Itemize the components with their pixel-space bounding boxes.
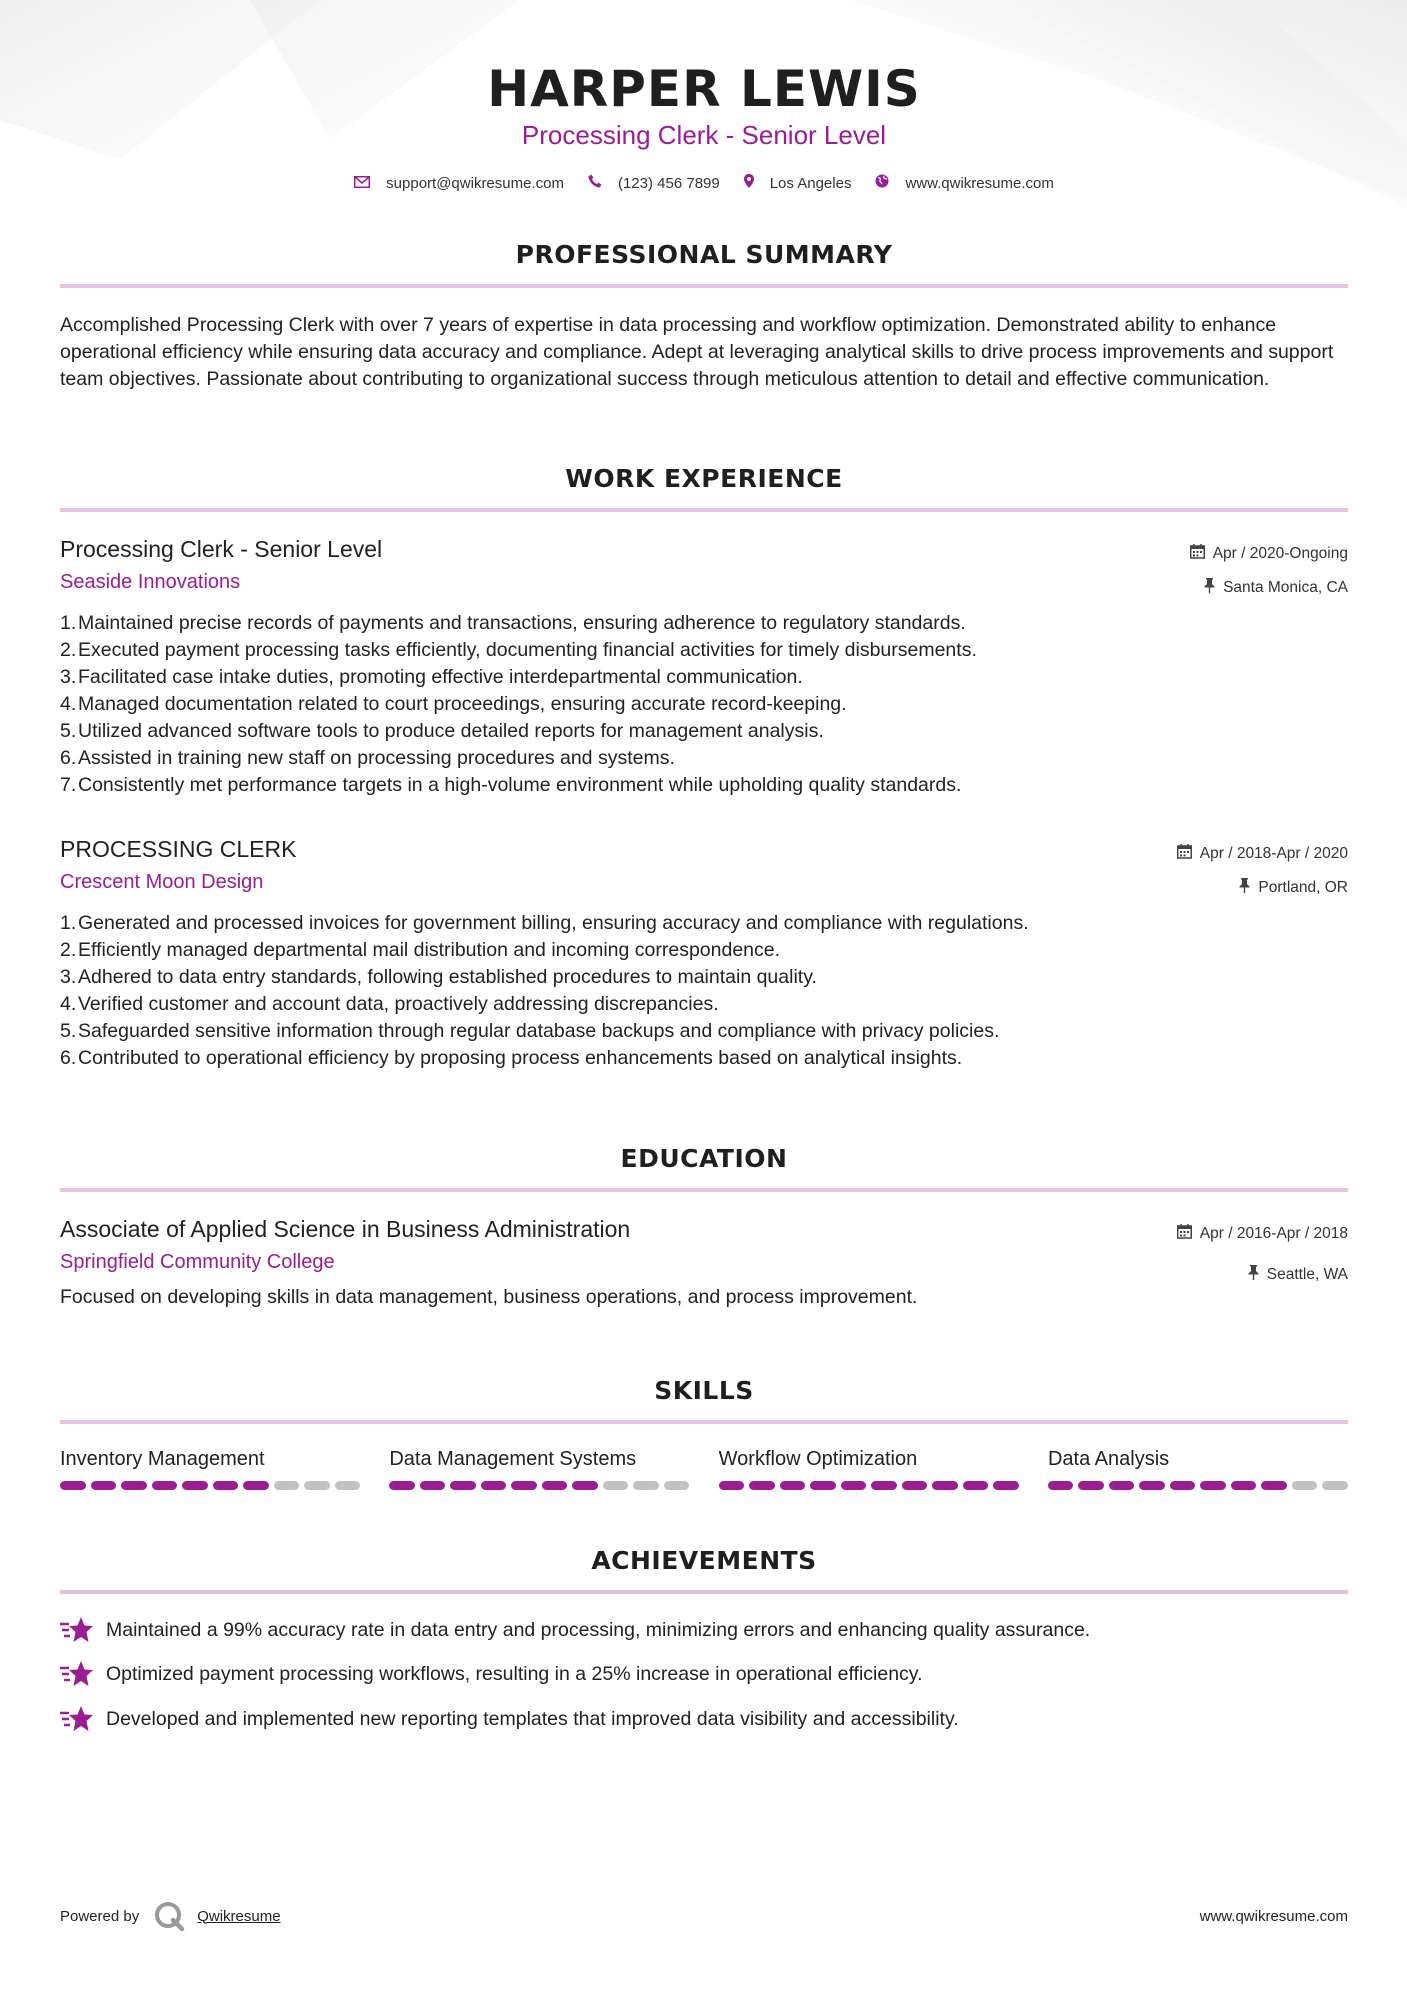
skill-dot-filled bbox=[121, 1481, 147, 1490]
list-item: 2. Executed payment processing tasks efficiently, documenting financial activities for timely disbursements. bbox=[60, 639, 977, 661]
skill-dot-filled bbox=[572, 1481, 598, 1490]
achievement-text: Developed and implemented new reporting templates that improved data visibility and accessibility. bbox=[106, 1707, 959, 1730]
skill-level-meter bbox=[1048, 1481, 1348, 1490]
job-dates: Apr / 2018-Apr / 2020 bbox=[1199, 844, 1348, 862]
pushpin-icon bbox=[1248, 1265, 1259, 1284]
skill-dot-filled bbox=[719, 1481, 745, 1490]
list-item: 6. Assisted in training new staff on processing procedures and systems. bbox=[60, 747, 675, 769]
job-entry bbox=[60, 536, 1348, 799]
skills-divider bbox=[60, 1420, 1348, 1424]
skill-dot-filled bbox=[932, 1481, 958, 1490]
skill-dot-filled bbox=[511, 1481, 537, 1490]
job-bullets bbox=[60, 910, 1348, 1072]
skill-dot-filled bbox=[1139, 1481, 1165, 1490]
job-meta bbox=[1190, 544, 1348, 612]
skill-dot-filled bbox=[1170, 1481, 1196, 1490]
achievements-heading: ACHIEVEMENTS bbox=[591, 1546, 817, 1575]
skill-dot-filled bbox=[60, 1481, 86, 1490]
skill-dot-filled bbox=[91, 1481, 117, 1490]
star-icon bbox=[60, 1660, 94, 1688]
education-heading: EDUCATION bbox=[620, 1144, 788, 1173]
achievement-text: Optimized payment processing workflows, resulting in a 25% increase in operational efficiency. bbox=[106, 1662, 923, 1685]
qwikresume-link[interactable]: Qwikresume bbox=[197, 1907, 281, 1925]
skills-heading: SKILLS bbox=[654, 1376, 754, 1405]
footer-website[interactable]: www.qwikresume.com bbox=[1199, 1907, 1348, 1925]
education-description: Focused on developing skills in data management, business operations, and process improvement. bbox=[60, 1286, 918, 1308]
globe-icon bbox=[875, 174, 889, 192]
list-item: 1. Maintained precise records of payments and transactions, ensuring adherence to regulatory standards. bbox=[60, 612, 966, 634]
education-dates: Apr / 2016-Apr / 2018 bbox=[1199, 1224, 1348, 1242]
experience-heading: WORK EXPERIENCE bbox=[565, 464, 843, 493]
map-pin-icon bbox=[744, 174, 754, 192]
star-icon bbox=[60, 1616, 94, 1644]
summary-text: Accomplished Processing Clerk with over 7 years of expertise in data processing and workflow optimization. Demonstrated ability to enhance operational efficiency while ensuring data accuracy and compliance. Adept at leveraging analytical skills to drive process improvements and support team objectives. Passionate about contributing to organizational success through meticulous attention to detail and effective communication. bbox=[60, 314, 1334, 390]
skill-dot-filled bbox=[1048, 1481, 1074, 1490]
skill-dot-empty bbox=[304, 1481, 330, 1490]
achievement-item bbox=[60, 1660, 1348, 1688]
contact-website[interactable] bbox=[875, 174, 1053, 192]
education-entry bbox=[60, 1216, 1348, 1309]
powered-by-label: Powered by bbox=[60, 1907, 140, 1925]
skill-dot-filled bbox=[1200, 1481, 1226, 1490]
job-title: PROCESSING CLERK bbox=[60, 836, 297, 862]
contact-phone[interactable] bbox=[588, 174, 720, 192]
list-item: 3. Adhered to data entry standards, following established procedures to maintain quality. bbox=[60, 966, 817, 988]
education-meta bbox=[1177, 1224, 1348, 1299]
skill-dot-filled bbox=[902, 1481, 928, 1490]
list-item: 2. Efficiently managed departmental mail distribution and incoming correspondence. bbox=[60, 939, 781, 961]
footer bbox=[60, 1900, 1348, 1932]
contact-website-text: www.qwikresume.com bbox=[905, 174, 1054, 192]
achievement-item bbox=[60, 1705, 1348, 1733]
skill-level-meter bbox=[389, 1481, 689, 1490]
skill-item bbox=[1048, 1448, 1348, 1490]
achievements-divider bbox=[60, 1590, 1348, 1594]
education-location: Seattle, WA bbox=[1266, 1265, 1348, 1283]
list-item: 1. Generated and processed invoices for government billing, ensuring accuracy and compliance with regulations. bbox=[60, 912, 1029, 934]
skill-dot-filled bbox=[1231, 1481, 1257, 1490]
skill-dot-empty bbox=[664, 1481, 690, 1490]
star-icon bbox=[60, 1705, 94, 1733]
skill-dot-filled bbox=[182, 1481, 208, 1490]
job-meta bbox=[1177, 844, 1348, 912]
list-item: 6. Contributed to operational efficiency by proposing process enhancements based on analytical insights. bbox=[60, 1047, 963, 1069]
job-dates: Apr / 2020-Ongoing bbox=[1212, 544, 1348, 562]
skills-list bbox=[60, 1448, 1348, 1490]
contact-bar bbox=[60, 174, 1348, 192]
list-item: 5. Utilized advanced software tools to produce detailed reports for management analysis. bbox=[60, 720, 824, 742]
education-degree: Associate of Applied Science in Business Administration bbox=[60, 1216, 631, 1242]
education-school: Springfield Community College bbox=[60, 1251, 335, 1273]
skill-name: Workflow Optimization bbox=[718, 1448, 918, 1470]
job-title: Processing Clerk - Senior Level bbox=[60, 536, 383, 562]
list-item: 7. Consistently met performance targets in a high-volume environment while upholding quality standards. bbox=[60, 774, 962, 796]
skill-dot-empty bbox=[274, 1481, 300, 1490]
skill-dot-filled bbox=[1109, 1481, 1135, 1490]
skill-item bbox=[389, 1448, 689, 1490]
skill-level-meter bbox=[719, 1481, 1019, 1490]
calendar-icon bbox=[1190, 544, 1205, 563]
skill-dot-filled bbox=[810, 1481, 836, 1490]
skill-dot-filled bbox=[152, 1481, 178, 1490]
skill-item bbox=[719, 1448, 1019, 1490]
skill-dot-filled bbox=[963, 1481, 989, 1490]
job-entry bbox=[60, 836, 1348, 1072]
skill-dot-filled bbox=[450, 1481, 476, 1490]
qwikresume-logo-icon bbox=[153, 1900, 185, 1932]
phone-icon bbox=[588, 174, 602, 192]
pushpin-icon bbox=[1204, 578, 1215, 597]
skill-dot-empty bbox=[603, 1481, 629, 1490]
calendar-icon bbox=[1177, 844, 1192, 863]
skill-dot-filled bbox=[243, 1481, 269, 1490]
skill-dot-empty bbox=[335, 1481, 361, 1490]
skill-name: Data Management Systems bbox=[389, 1448, 637, 1470]
skill-item bbox=[60, 1448, 360, 1490]
skill-name: Data Analysis bbox=[1047, 1448, 1170, 1470]
skill-dot-filled bbox=[481, 1481, 507, 1490]
candidate-name: HARPER LEWIS bbox=[487, 60, 921, 118]
job-company: Seaside Innovations bbox=[60, 571, 241, 593]
achievement-item bbox=[60, 1616, 1348, 1644]
contact-location-text: Los Angeles bbox=[769, 174, 852, 192]
powered-by bbox=[60, 1900, 281, 1932]
skill-dot-filled bbox=[1078, 1481, 1104, 1490]
skill-dot-empty bbox=[1292, 1481, 1318, 1490]
skill-dot-filled bbox=[542, 1481, 568, 1490]
skill-name: Inventory Management bbox=[60, 1448, 265, 1470]
job-company: Crescent Moon Design bbox=[60, 871, 264, 893]
envelope-icon bbox=[354, 175, 370, 192]
skill-dot-filled bbox=[841, 1481, 867, 1490]
contact-email[interactable] bbox=[354, 175, 564, 192]
candidate-title: Processing Clerk - Senior Level bbox=[521, 120, 887, 150]
skill-dot-filled bbox=[420, 1481, 446, 1490]
list-item: 5. Safeguarded sensitive information through regular database backups and compliance with privacy policies. bbox=[60, 1020, 1000, 1042]
skill-dot-filled bbox=[993, 1481, 1019, 1490]
skill-dot-filled bbox=[389, 1481, 415, 1490]
skill-dot-filled bbox=[780, 1481, 806, 1490]
summary-heading: PROFESSIONAL SUMMARY bbox=[515, 240, 893, 269]
achievement-text: Maintained a 99% accuracy rate in data entry and processing, minimizing errors and enhancing quality assurance. bbox=[106, 1618, 1091, 1641]
list-item: 4. Verified customer and account data, proactively addressing discrepancies. bbox=[60, 993, 719, 1015]
skill-dot-filled bbox=[213, 1481, 239, 1490]
skill-dot-filled bbox=[871, 1481, 897, 1490]
job-location: Portland, OR bbox=[1258, 878, 1348, 896]
list-item: 3. Facilitated case intake duties, promoting effective interdepartmental communication. bbox=[60, 666, 803, 688]
job-bullets bbox=[60, 610, 1348, 799]
skill-dot-filled bbox=[749, 1481, 775, 1490]
pushpin-icon bbox=[1239, 878, 1250, 897]
skill-dot-empty bbox=[1322, 1481, 1348, 1490]
skill-level-meter bbox=[60, 1481, 360, 1490]
contact-phone-text: (123) 456 7899 bbox=[617, 174, 720, 192]
contact-location bbox=[744, 174, 852, 192]
skill-dot-empty bbox=[633, 1481, 659, 1490]
education-divider bbox=[60, 1188, 1348, 1192]
calendar-icon bbox=[1177, 1224, 1192, 1243]
summary-divider bbox=[60, 284, 1348, 288]
contact-email-text: support@qwikresume.com bbox=[386, 174, 564, 192]
job-location: Santa Monica, CA bbox=[1223, 578, 1348, 596]
skill-dot-filled bbox=[1261, 1481, 1287, 1490]
experience-divider bbox=[60, 508, 1348, 512]
list-item: 4. Managed documentation related to court proceedings, ensuring accurate record-keeping. bbox=[60, 693, 847, 715]
